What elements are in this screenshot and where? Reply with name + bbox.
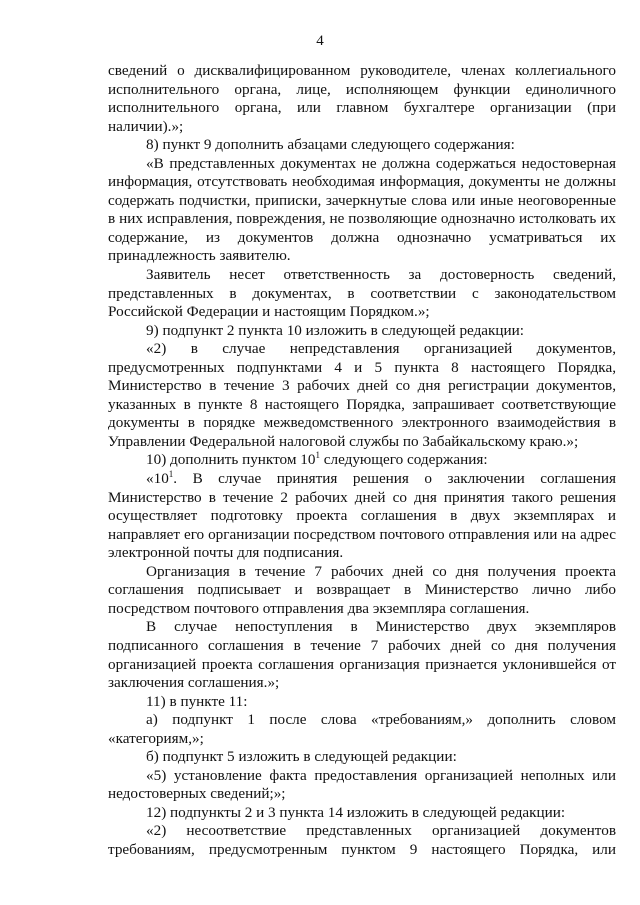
paragraph-subitem-b: б) подпункт 5 изложить в следующей редакции: — [146, 748, 457, 766]
paragraph-subitem-5-text: «5) установление факта предоставления организацией неполных или недостоверных сведений;»; — [108, 766, 616, 803]
paragraph-subitem-a: а) подпункт 1 после слова «требованиям,» дополнить словом «категориям,»; — [108, 711, 616, 747]
paragraph-item-8: 8) пункт 9 дополнить абзацами следующего содержания: — [146, 136, 515, 154]
paragraph-documents-requirements: «В представленных документах не должна содержаться недостоверная информация, отсутствовать необходимая информация, документы не должны содержать подчистки, приписки, зачеркнутые слова или иные неоговоренные в них исправления, повреждения, не позволяющие однозначно истолковать их содержание, из документов должна однозначно усматриваться их принадлежность заявителю. — [108, 154, 616, 265]
document-body — [108, 62, 616, 860]
page-number: 4 — [316, 33, 324, 49]
paragraph-item-11: 11) в пункте 11: — [146, 692, 248, 710]
text-segment: «10 — [146, 470, 169, 488]
text-segment: . В случае принятия решения о заключении соглашения Министерство в течение 2 рабочих дней со дня принятия такого решения осуществляет подготовку проекта соглашения в двух экземплярах и направляет его организации посредством почтового отправления или на адрес электронной почты для подписания. — [108, 470, 616, 562]
paragraph-agreement-signing: Организация в течение 7 рабочих дней со дня получения проекта соглашения подписывает и возвращает в Министерство лично либо посредством почтового отправления два экземпляра соглашения. — [108, 562, 616, 617]
paragraph-disqualified-info: сведений о дисквалифицированном руководителе, членах коллегиального исполнительного органа, лице, исполняющем функции единоличного исполнительного органа, или главном бухгалтере организации (при наличии).»; — [108, 62, 616, 135]
paragraph-item-10-1-text — [108, 470, 616, 563]
paragraph-item-10 — [108, 451, 616, 470]
paragraph-agreement-evasion: В случае непоступления в Министерство двух экземпляров подписанного соглашения в течение 7 рабочих дней со дня получения организацией проекта соглашения организация признается уклонившейся от заключения соглашения.»; — [108, 618, 616, 692]
superscript: 1 — [315, 450, 320, 461]
paragraph-applicant-responsibility: Заявитель несет ответственность за достоверность сведений, представленных в документах, в соответствии с законодательством Российской Федерации и настоящим Порядком.»; — [108, 266, 616, 321]
paragraph-item-12: 12) подпункты 2 и 3 пункта 14 изложить в следующей редакции: — [146, 803, 566, 821]
paragraph-subitem-2-text: «2) в случае непредставления организацией документов, предусмотренных подпунктами 4 и 5 пункта 8 настоящего Порядка, Министерство в течение 3 рабочих дней со дня регистрации документов, указанных в пункте 8 настоящего Порядка, запрашивает соответствующие документы в порядке межведомственного электронного взаимодействия в Управлении Федеральной налоговой службы по Забайкальскому краю.»; — [108, 340, 616, 450]
superscript: 1 — [168, 469, 174, 480]
text-segment: 10) дополнить пунктом 10 — [146, 451, 316, 469]
paragraph-subitem-2-nonconformity: «2) несоответствие представленных организацией документов требованиям, предусмотренным пунктом 9 настоящего Порядка, или — [108, 822, 616, 858]
paragraph-item-9: 9) подпункт 2 пункта 10 изложить в следующей редакции: — [146, 321, 525, 339]
text-segment: следующего содержания: — [319, 451, 488, 469]
